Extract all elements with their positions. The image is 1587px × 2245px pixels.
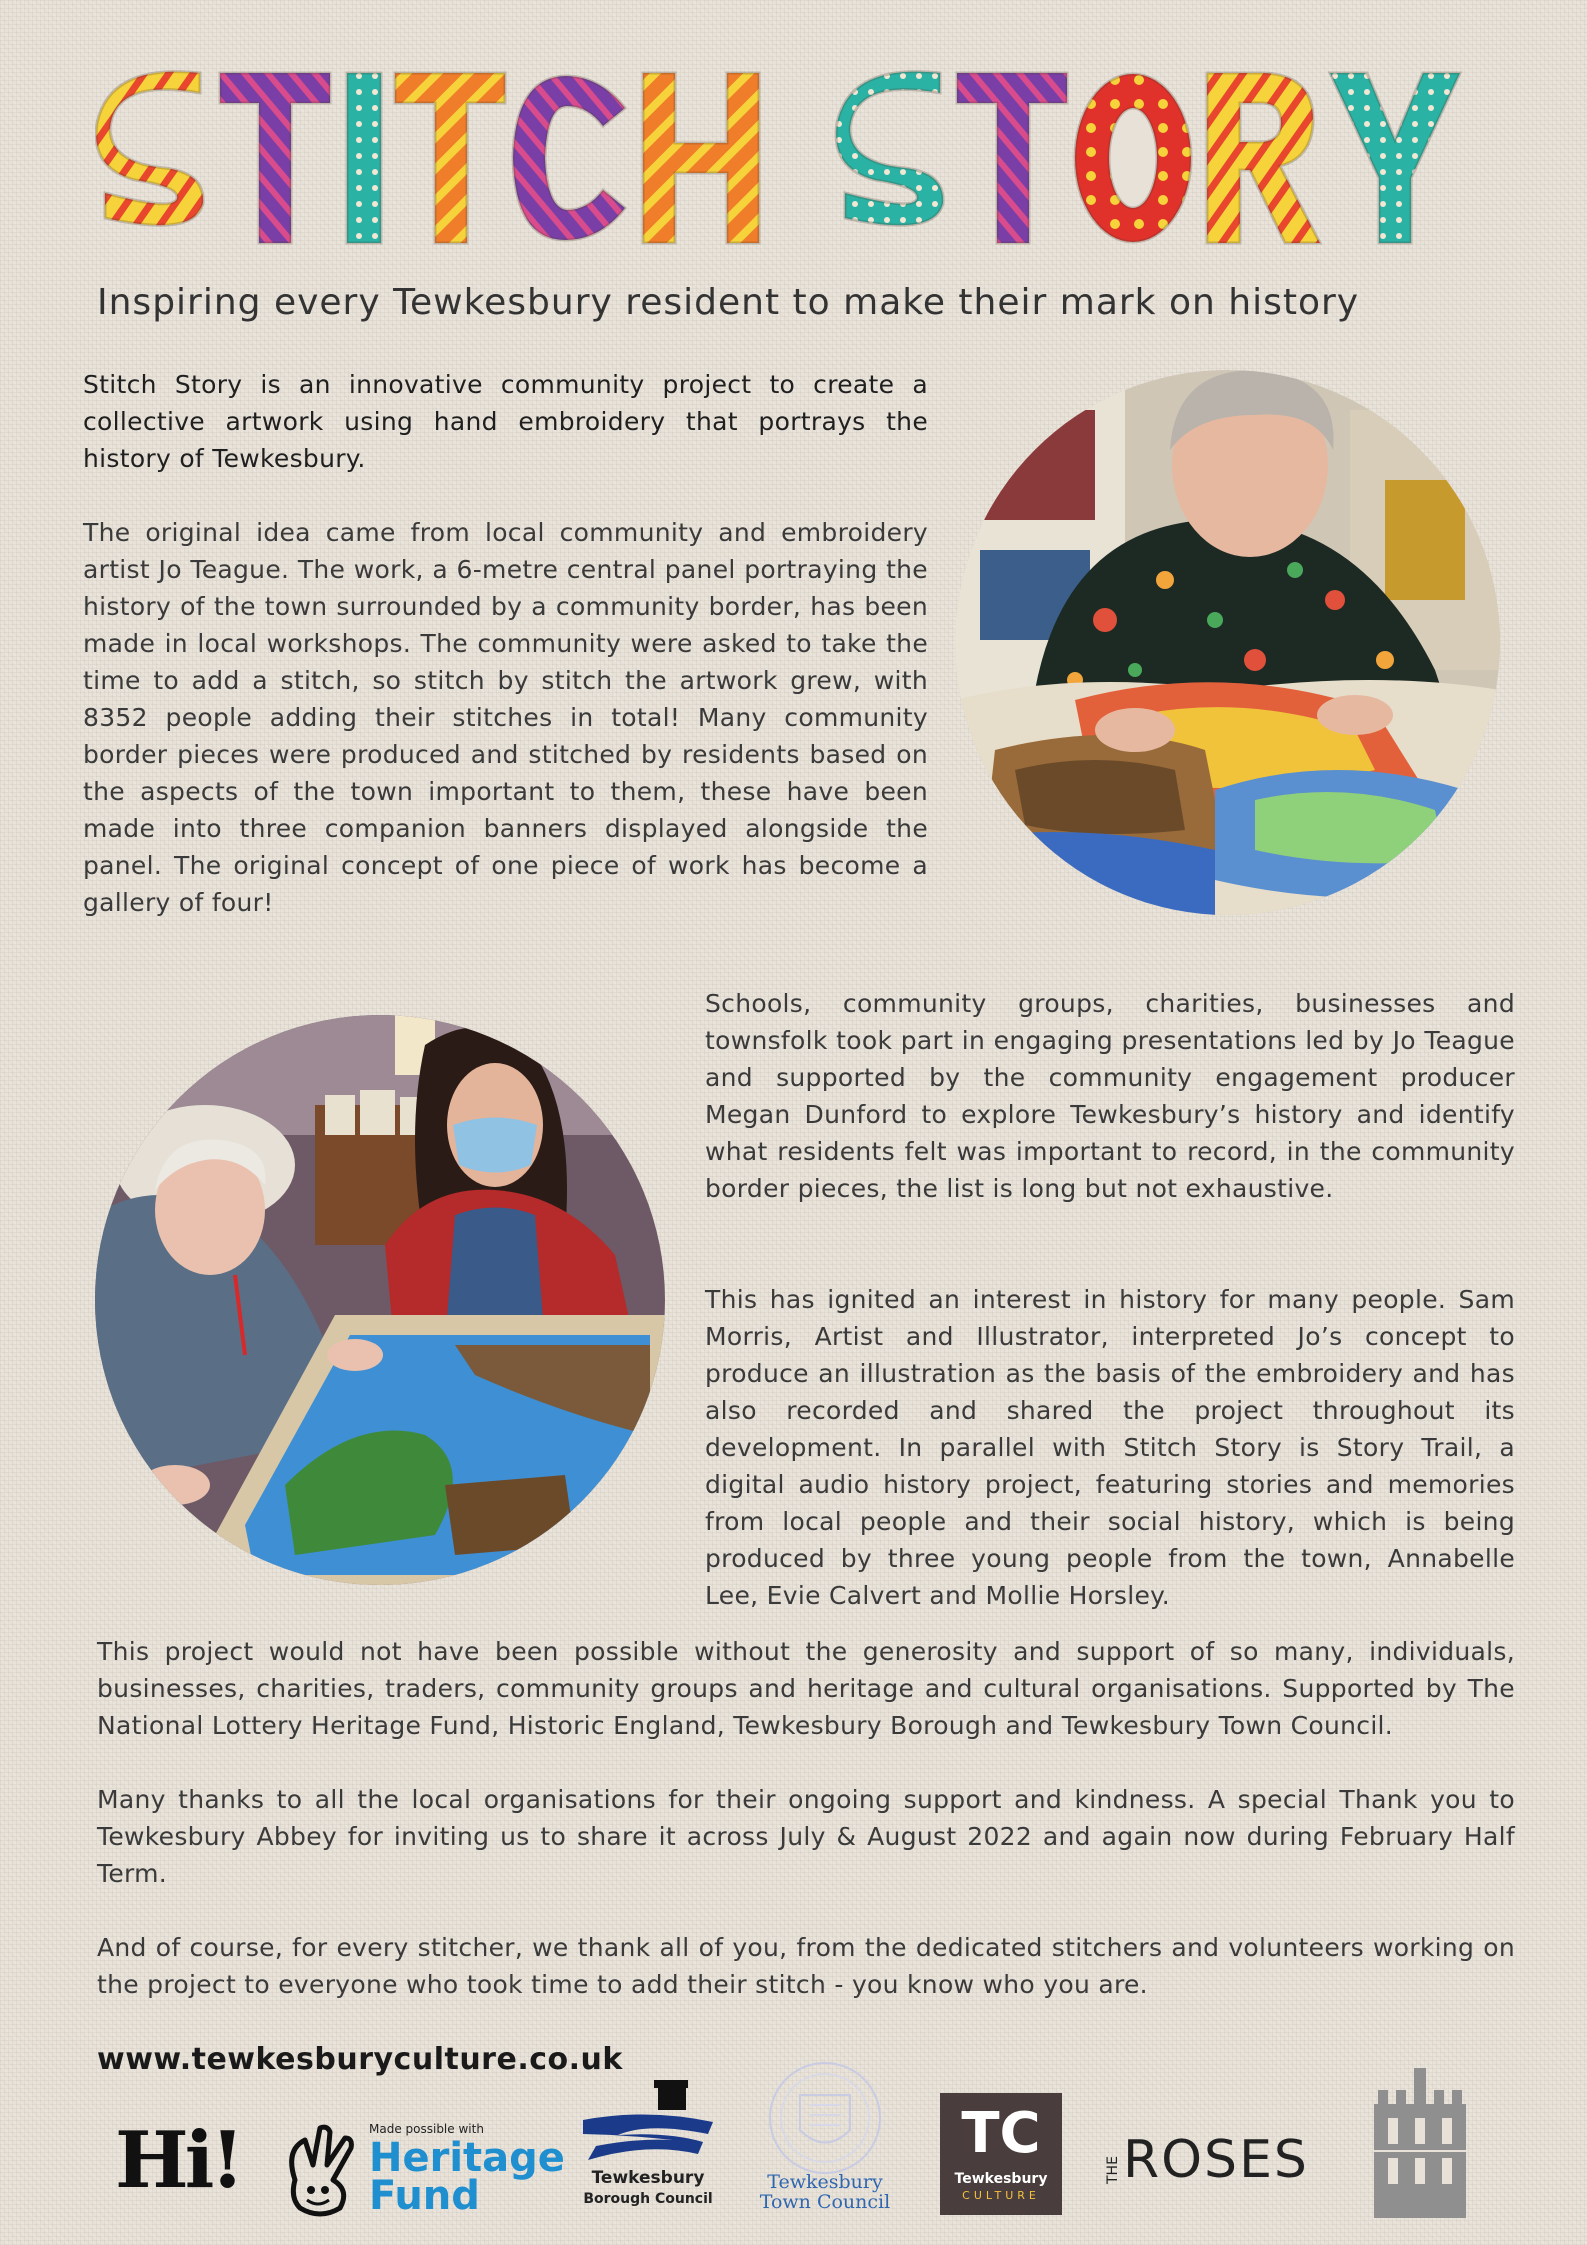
- photo-woman-stitching: [955, 370, 1500, 915]
- tc-name: Tewkesbury: [954, 2171, 1048, 2187]
- interest-paragraph: This has ignited an interest in history for many people. Sam Morris, Artist and Illustrator, interpreted Jo’s concept to produce an illustration as the basis of the embroidery and has also recorded and shared the project throughout its development. In parallel with Stitch Story is Story Trail, a digital audio history project, featuring stories and memories from local people and their social history, which is being produced by three young people from the town, Annabelle Lee, Evie Calvert and Mollie Horsley.: [705, 1285, 1515, 1610]
- roses-the: THE: [1105, 2156, 1121, 2184]
- hi-logo: Hi!: [115, 2115, 241, 2206]
- the-roses-logo: [1105, 2130, 1335, 2190]
- heritage-fund-line1: Heritage: [369, 2135, 565, 2181]
- tewkesbury-town-council-logo: [755, 2060, 895, 2220]
- photo-elderly-man-stitching: [95, 1015, 665, 1585]
- heritage-fund-line2: Fund: [369, 2173, 480, 2219]
- lottery-hand-icon: [275, 2120, 365, 2220]
- thanks-paragraph: Many thanks to all the local organisations for their ongoing support and kindness. A special Thank you to Tewkesbury Abbey for inviting us to share it across July & August 2022 and again now during February Half Term.: [97, 1785, 1515, 1888]
- origin-paragraph: The original idea came from local community and embroidery artist Jo Teague. The work, a 6-metre central panel portraying the history of the town surrounded by a community border, has been made in local workshops. The community were asked to take the time to add a stitch, so stitch by stitch the artwork grew, with 8352 people adding their stitches in total! Many community border pieces were produced and stitched by residents based on the aspects of the town important to them, these have been made into three companion banners displayed alongside the panel. The original concept of one piece of work has become a gallery of four!: [83, 518, 928, 917]
- borough-council-name: Tewkesbury Borough Council: [583, 2168, 713, 2207]
- page-title: [95, 68, 1475, 248]
- roses-word: ROSES: [1123, 2130, 1309, 2190]
- embroidered-title-art: [95, 68, 1475, 248]
- tc-culture: CULTURE: [962, 2189, 1040, 2202]
- heritage-fund-logo: [275, 2120, 565, 2220]
- tc-letters: TC: [961, 2101, 1041, 2166]
- website-link[interactable]: www.tewkesburyculture.co.uk: [97, 2042, 623, 2077]
- stitchers-paragraph: And of course, for every stitcher, we thank all of you, from the dedicated stitchers and volunteers working on the project to everyone who took time to add their stitch - you know who you are.: [97, 1933, 1515, 1999]
- town-crest-icon: [755, 2060, 895, 2175]
- intro-paragraph: Stitch Story is an innovative community project to create a collective artwork using hand embroidery that portrays the history of Tewkesbury.: [83, 370, 928, 473]
- schools-paragraph: Schools, community groups, charities, businesses and townsfolk took part in engaging presentations led by Jo Teague and supported by the community engagement producer Megan Dunford to explore Tewkesbury’s history and identify what residents felt was important to record, in the community border pieces, the list is long but not exhaustive.: [705, 989, 1515, 1203]
- tewkesbury-borough-council-logo: [578, 2080, 718, 2220]
- support-paragraph: This project would not have been possible without the generosity and support of so many, individuals, businesses, charities, traders, community groups and heritage and cultural organisations. Supported by The National Lottery Heritage Fund, Historic England, Tewkesbury Borough and Tewkesbury Town Council.: [97, 1637, 1515, 1740]
- abbey-tower-icon: [1370, 2068, 1470, 2218]
- subtitle: Inspiring every Tewkesbury resident to make their mark on history: [97, 282, 1360, 323]
- town-council-name: Tewkesbury Town Council: [759, 2171, 891, 2213]
- heritage-fund-tagline: Made possible with: [369, 2122, 484, 2136]
- river-abbey-icon: [578, 2080, 718, 2170]
- sponsor-logos: [100, 2060, 1500, 2230]
- tewkesbury-culture-logo: [940, 2093, 1062, 2215]
